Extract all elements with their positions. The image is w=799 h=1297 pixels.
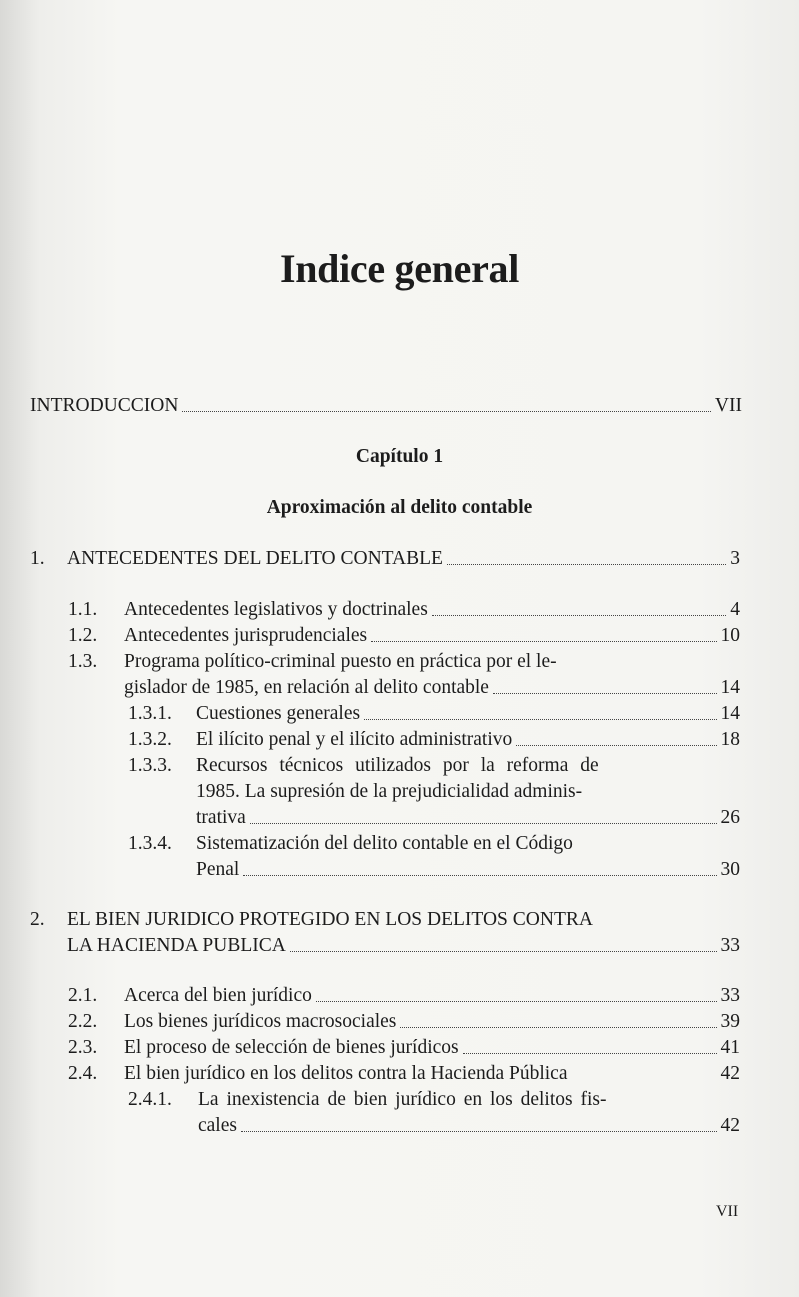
toc-entry-label: gislador de 1985, en relación al delito contable: [124, 677, 489, 698]
toc-entry: [196, 859, 740, 881]
toc-entry: [196, 807, 740, 829]
toc-entry-page: 42: [720, 1063, 740, 1084]
leader-dots: [250, 822, 717, 824]
toc-entry: [68, 625, 740, 647]
toc-entry-number: 2.2.: [68, 1011, 98, 1032]
toc-entry-page: 18: [720, 729, 740, 750]
toc-entry-label: Antecedentes jurisprudenciales: [124, 625, 368, 646]
toc-entry-label: cales: [198, 1115, 237, 1136]
page-number: VII: [716, 1203, 739, 1220]
toc-entry-label: ANTECEDENTES DEL DELITO CONTABLE: [67, 548, 443, 569]
toc-entry-number: 2.3.: [68, 1037, 98, 1058]
toc-entry-page: 10: [720, 625, 740, 646]
toc-entry: [67, 935, 740, 957]
toc-entry-number: 2.1.: [68, 985, 98, 1006]
toc-entry-label: Acerca del bien jurídico: [124, 985, 312, 1006]
toc-entry-page: 3: [730, 548, 740, 569]
toc-entry: [30, 548, 740, 570]
toc-entry-page: 4: [730, 599, 740, 620]
leader-dots: [290, 950, 717, 952]
toc-entry-number: 1.3.2.: [128, 729, 172, 750]
leader-dots: [182, 410, 711, 412]
leader-dots: [447, 563, 726, 565]
leader-dots: [243, 874, 716, 876]
toc-entry-number: 2.4.: [68, 1063, 98, 1084]
toc-entry-label: LA HACIENDA PUBLICA: [67, 935, 286, 956]
toc-entry-page: 41: [720, 1037, 740, 1058]
toc-entry: [128, 703, 740, 725]
chapter-label: Capítulo 1: [355, 446, 444, 467]
toc-entry-label: El bien jurídico en los delitos contra la Hacienda Pública: [124, 1063, 568, 1084]
toc-entry-label-line: Recursos técnicos utilizados por la reforma de: [196, 755, 599, 776]
leader-dots: [432, 614, 726, 616]
toc-entry-label: El proceso de selección de bienes jurídicos: [124, 1037, 459, 1058]
leader-dots: [463, 1052, 717, 1054]
toc-entry: [68, 1011, 740, 1033]
toc-entry-label: Los bienes jurídicos macrosociales: [124, 1011, 397, 1032]
toc-entry-page: 33: [720, 985, 740, 1006]
toc-entry-number: 1.1.: [68, 599, 98, 620]
toc-entry-page: VII: [714, 395, 742, 416]
toc-entry: [124, 677, 740, 699]
toc-entry-number: 1.3.4.: [128, 833, 172, 854]
toc-entry-number: 1.2.: [68, 625, 98, 646]
leader-dots: [400, 1026, 716, 1028]
toc-entry-number: 2.: [30, 909, 45, 930]
toc-entry: [198, 1115, 740, 1137]
toc-entry-number: 1.: [30, 548, 45, 569]
page-title: Indice general: [279, 246, 520, 291]
leader-dots: [316, 1000, 717, 1002]
toc-entry-label-line: Programa político-criminal puesto en práctica por el le-: [124, 651, 557, 672]
toc-entry: [68, 1063, 740, 1085]
toc-entry-page: 30: [720, 859, 740, 880]
toc-entry-label: INTRODUCCION: [30, 395, 179, 416]
toc-entry-label-line: 1985. La supresión de la prejudicialidad adminis-: [196, 781, 583, 802]
toc-entry-page: 33: [720, 935, 740, 956]
toc-entry: [128, 729, 740, 751]
toc-entry-page: 42: [720, 1115, 740, 1136]
toc-entry-introduction: [30, 395, 742, 417]
toc-entry-page: 14: [720, 703, 740, 724]
chapter-subtitle: Aproximación al delito contable: [266, 497, 533, 518]
toc-entry-number: 1.3.3.: [128, 755, 172, 776]
toc-entry-number: 2.4.1.: [128, 1089, 172, 1110]
leader-dots: [241, 1130, 717, 1132]
leader-dots: [364, 718, 716, 720]
toc-entry: [68, 599, 740, 621]
leader-dots: [516, 744, 716, 746]
toc-entry-label: Penal: [196, 859, 240, 880]
toc-entry-label-line: La inexistencia de bien jurídico en los delitos fis-: [198, 1089, 607, 1110]
toc-entry: [68, 985, 740, 1007]
toc-entry-number: 1.3.1.: [128, 703, 172, 724]
toc-entry-label-line: Sistematización del delito contable en el Código: [196, 833, 573, 854]
toc-entry-label: Antecedentes legislativos y doctrinales: [124, 599, 428, 620]
toc-entry-label: El ilícito penal y el ilícito administrativo: [196, 729, 513, 750]
toc-entry-page: 14: [720, 677, 740, 698]
toc-entry-number: 1.3.: [68, 651, 98, 672]
toc-entry-label: Cuestiones generales: [196, 703, 361, 724]
toc-entry-page: 39: [720, 1011, 740, 1032]
toc-entry-page: 26: [720, 807, 740, 828]
toc-entry-label: trativa: [196, 807, 246, 828]
leader-dots: [371, 640, 716, 642]
leader-dots: [493, 692, 717, 694]
toc-entry-label-line: EL BIEN JURIDICO PROTEGIDO EN LOS DELITOS CONTRA: [67, 909, 593, 930]
toc-entry: [68, 1037, 740, 1059]
